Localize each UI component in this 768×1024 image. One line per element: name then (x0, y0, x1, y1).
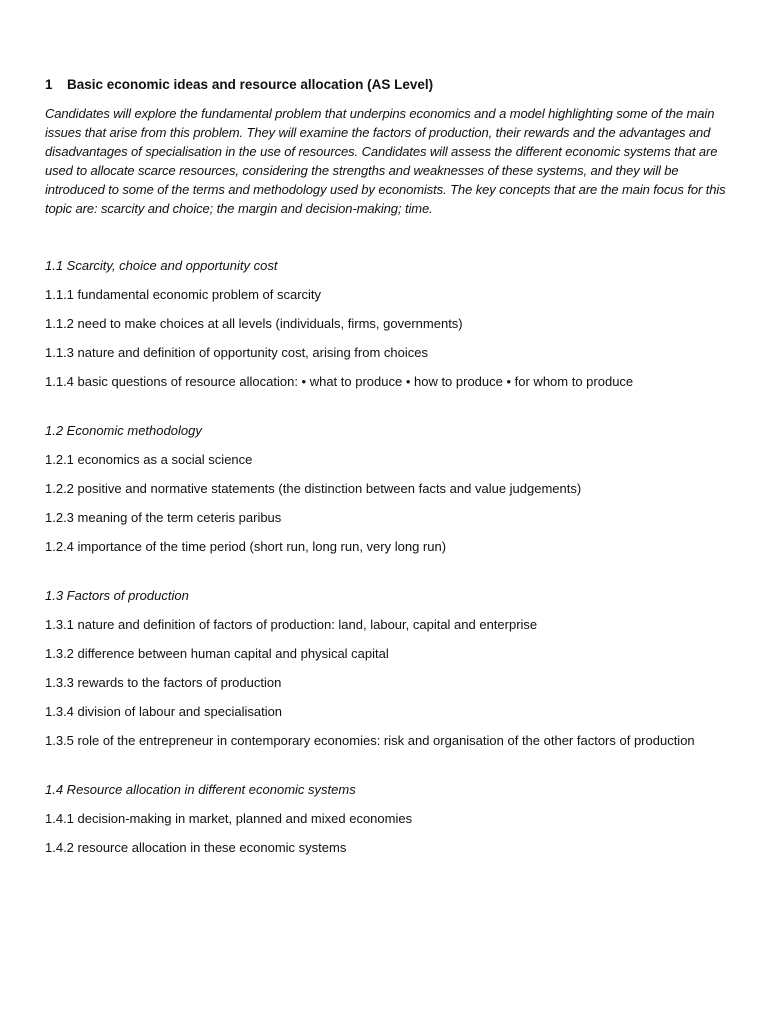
section-3 (45, 586, 728, 750)
topic-title: Basic economic ideas and resource allocation (AS Level) (67, 77, 434, 92)
syllabus-item: 1.1.3 nature and definition of opportunity cost, arising from choices (45, 345, 428, 360)
syllabus-item: 1.2.4 importance of the time period (short run, long run, very long run) (45, 539, 447, 554)
syllabus-item: 1.3.1 nature and definition of factors of production: land, labour, capital and enterprise (45, 617, 538, 632)
sections-container (45, 256, 728, 857)
section-1 (45, 256, 728, 391)
section-4 (45, 780, 728, 857)
syllabus-item: 1.3.3 rewards to the factors of production (45, 675, 282, 690)
section-title: 1.4 Resource allocation in different economic systems (45, 782, 356, 797)
syllabus-item: 1.1.4 basic questions of resource allocation: • what to produce • how to produce • for whom to produce (45, 374, 634, 389)
syllabus-item: 1.2.2 positive and normative statements (the distinction between facts and value judgements) (45, 481, 582, 496)
topic-number: 1 (45, 77, 53, 92)
section-title: 1.2 Economic methodology (45, 423, 202, 438)
syllabus-item: 1.1.1 fundamental economic problem of scarcity (45, 287, 322, 302)
syllabus-item: 1.3.4 division of labour and specialisation (45, 704, 283, 719)
section-2 (45, 421, 728, 556)
syllabus-item: 1.1.2 need to make choices at all levels (individuals, firms, governments) (45, 316, 463, 331)
syllabus-item: 1.3.2 difference between human capital and physical capital (45, 646, 389, 661)
topic-intro: Candidates will explore the fundamental problem that underpins economics and a model highlighting some of the main issues that arise from this problem. They will examine the factors of production, their rewards and the advantages and disadvantages of specialisation in the use of resources. Candidates will assess the different economic systems that are used to allocate scarce resources, considering the strengths and weaknesses of these systems, and they will be introduced to some of the terms and methodology used by economists. The key concepts that are the main focus for this topic are: scarcity and choice; the margin and decision-making; time. (45, 106, 726, 216)
syllabus-item: 1.2.3 meaning of the term ceteris paribus (45, 510, 282, 525)
section-title: 1.1 Scarcity, choice and opportunity cost (45, 258, 278, 273)
syllabus-item: 1.4.2 resource allocation in these economic systems (45, 840, 347, 855)
syllabus-item: 1.4.1 decision-making in market, planned and mixed economies (45, 811, 413, 826)
section-title: 1.3 Factors of production (45, 588, 189, 603)
syllabus-item: 1.3.5 role of the entrepreneur in contemporary economies: risk and organisation of the other factors of production (45, 733, 695, 748)
syllabus-item: 1.2.1 economics as a social science (45, 452, 253, 467)
topic-heading (45, 76, 728, 94)
